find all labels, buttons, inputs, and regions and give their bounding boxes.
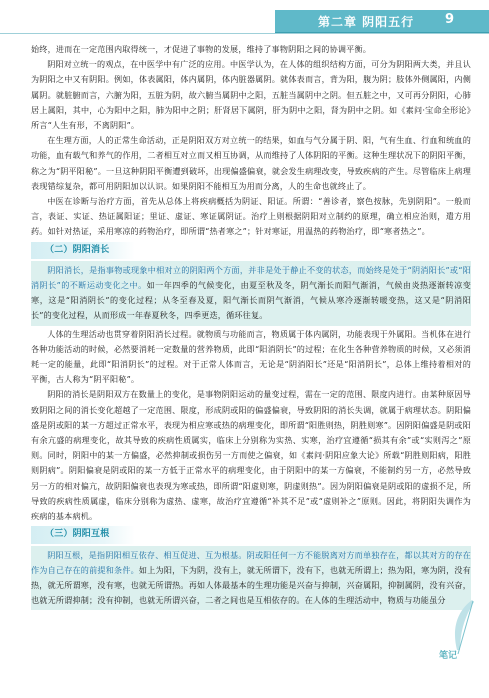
section-heading-yinyang-waxing-waning: （二）阴阳消长 bbox=[31, 242, 135, 259]
notes-label: 笔记 bbox=[439, 651, 458, 661]
page-body bbox=[31, 42, 471, 611]
definition-tail: 如上为阳，下为阴，没有上，就无所谓下，没有下，也就无所谓上；热为阳，寒为阴，没有热，就无所谓寒，没有寒，也就无所谓热。再如人体最基本的生理功能是兴奋与抑制，兴奋属阳，抑制属阴，没有兴奋，也就无所谓抑制；没有抑制，也就无所谓兴奋，二者之间也是互相依存的。在人体的生理活动中，物质与功能虽分 bbox=[31, 564, 471, 606]
definition-highlight: 阴阳消长，是指事物或现象中相对立的阴阳两个方面，并非是处于静止不变的状态，而始终是处于“阴消阳长”或“阳消阴长”的不断运动变化之中。 bbox=[31, 264, 471, 291]
body-paragraph: 阴阳的消长是阴阳双方在数量上的变化，是事物阴阳运动的量变过程，需在一定的范围、限度内进行。由某种原因导致阴阳之间的消长变化超越了一定范围、限度，形成阴或阳的偏盛偏衰，导致阴阳的消长失调，就属于病理状态。阴阳偏盛是阴或阳的某一方超过正常水平，表现为相应寒或热的病理变化，即所谓“阳胜则热，阴胜则寒”。因阴阳偏盛是阴或阳有余亢盛的病理变化，故其导致的疾病性质属实，临床上分别称为实热、实寒，治疗宜遵循“损其有余”或“实则泻之”原则。同时，阴阳中的某一方偏盛，必然抑制或损伤另一方而使之偏衰，如《素问·阴阳应象大论》所载“阴胜则阳病，阳胜则阴病”。阴阳偏衰是阴或阳的某一方低于正常水平的病理变化，由于阴阳中的某一方偏衰，不能制约另一方，必然导致另一方的相对偏亢，故阴阳偏衰也表现为寒或热，即所谓“阳虚则寒，阴虚则热”。因为阴阳偏衰是阴或阳的虚损不足，所导致的疾病性质属虚，临床分别称为虚热、虚寒，故治疗宜遵循“补其不足”或“虚则补之”原则。因此，将阴阳失调作为疾病的基本病机。 bbox=[31, 389, 471, 522]
definition-paragraph bbox=[31, 263, 471, 324]
body-paragraph: 始终，进而在一定范围内取得统一，才促进了事物的发展，维持了事物阴阳之间的协调平衡。 bbox=[31, 44, 372, 54]
definition-box bbox=[31, 546, 471, 611]
body-paragraph: 在生理方面，人的正常生命活动，正是阴阳双方对立统一的结果，如血与气分属于阴、阳，气有生血、行血和统血的功能，血有载气和养气的作用，二者相互对立而又相互协调，从而维持了人体阴阳的平衡。这种生理状况下的阴阳平衡，称之为“阴平阳秘”。一旦这种阴阳平衡遭到破坏，出现偏盛偏衰，就会发生病理改变，导致疾病的产生。尽管临床上病理表现错综复杂，都可用阴阳加以认识。如果阴阳不能相互为用而分离，人的生命也就终止了。 bbox=[31, 135, 471, 191]
body-paragraph: 人体的生理活动也贯穿着阴阳消长过程。就物质与功能而言，物质属于体内属阴，功能表现于外属阳。当机体在进行各种功能活动的时候，必然要消耗一定数量的营养物质，此即“阳消阴长”的过程；在化生各种营养物质的时候，又必须消耗一定的能量，此即“阳消阴长”的过程。对于正常人体而言，无论是“阴消阳长”还是“阳消阴长”，总体上维持着相对的平衡，古人称为“阴平阳秘”。 bbox=[31, 328, 471, 385]
section-heading-yinyang-interdependence: （三）阴阳互根 bbox=[31, 526, 135, 543]
body-paragraph: 阴阳对立统一的观点，在中医学中有广泛的应用。中医学认为，在人体的组织结构方面，可分为阴阳两大类，并且认为阴阳之中又有阴阳。例如，体表属阳，体内属阴，体内脏器属阴。就体表而言，背为阳，腹为阴；肢体外侧属阳，内侧属阴。就脏腑而言，六腑为阳，五脏为阴，故六腑当属阴中之阳，五脏当属阴中之阴。但五脏之中，又可再分阴阳，心肺居上属阳，其中，心为阳中之阳，肺为阳中之阴；肝肾居下属阴，肝为阴中之阳，肾为阴中之阴。如《素问·宝命全形论》所言“人生有形，不离阴阳”。 bbox=[31, 59, 471, 131]
definition-box bbox=[31, 261, 471, 326]
chapter-title: 第二章 阴阳五行 bbox=[318, 15, 415, 29]
definition-highlight: 阴阳互根，是指阴阳相互依存、相互促进、互为根基。阴或阳任何一方不能脱离对方而单独存在，都以其对方的存在作为自己存在的前提和条件。 bbox=[31, 549, 471, 575]
page-number: 9 bbox=[445, 12, 455, 27]
definition-tail: 如一年四季的气候变化，由夏至秋及冬，阴气渐长而阳气渐消，气候由炎热逐渐转凉变寒，这是“阳消阴长”的变化过程；从冬至春及夏，阳气渐长而阴气渐消，气候从寒冷逐渐转暖变热，这又是“阴消阳长”的变化过程，从而形成一年春夏秋冬，四季更迭，循环往复。 bbox=[31, 280, 471, 321]
header-divider bbox=[0, 33, 489, 34]
definition-paragraph bbox=[31, 548, 471, 609]
page-header bbox=[0, 0, 489, 34]
body-paragraph: 中医在诊断与治疗方面，首先从总体上将疾病概括为阴证、阳证。所谓：“善诊者，察色按脉，先别阴阳”。一般而言，表证、实证、热证属阳证；里证、虚证、寒证属阴证。治疗上则根据阴阳对立制约的原理，确立相应治则，遣方用药。如针对热证，采用寒凉的药物治疗，即所谓“热者寒之”；针对寒证，用温热的药物治疗，即“寒者热之”。 bbox=[31, 196, 471, 237]
